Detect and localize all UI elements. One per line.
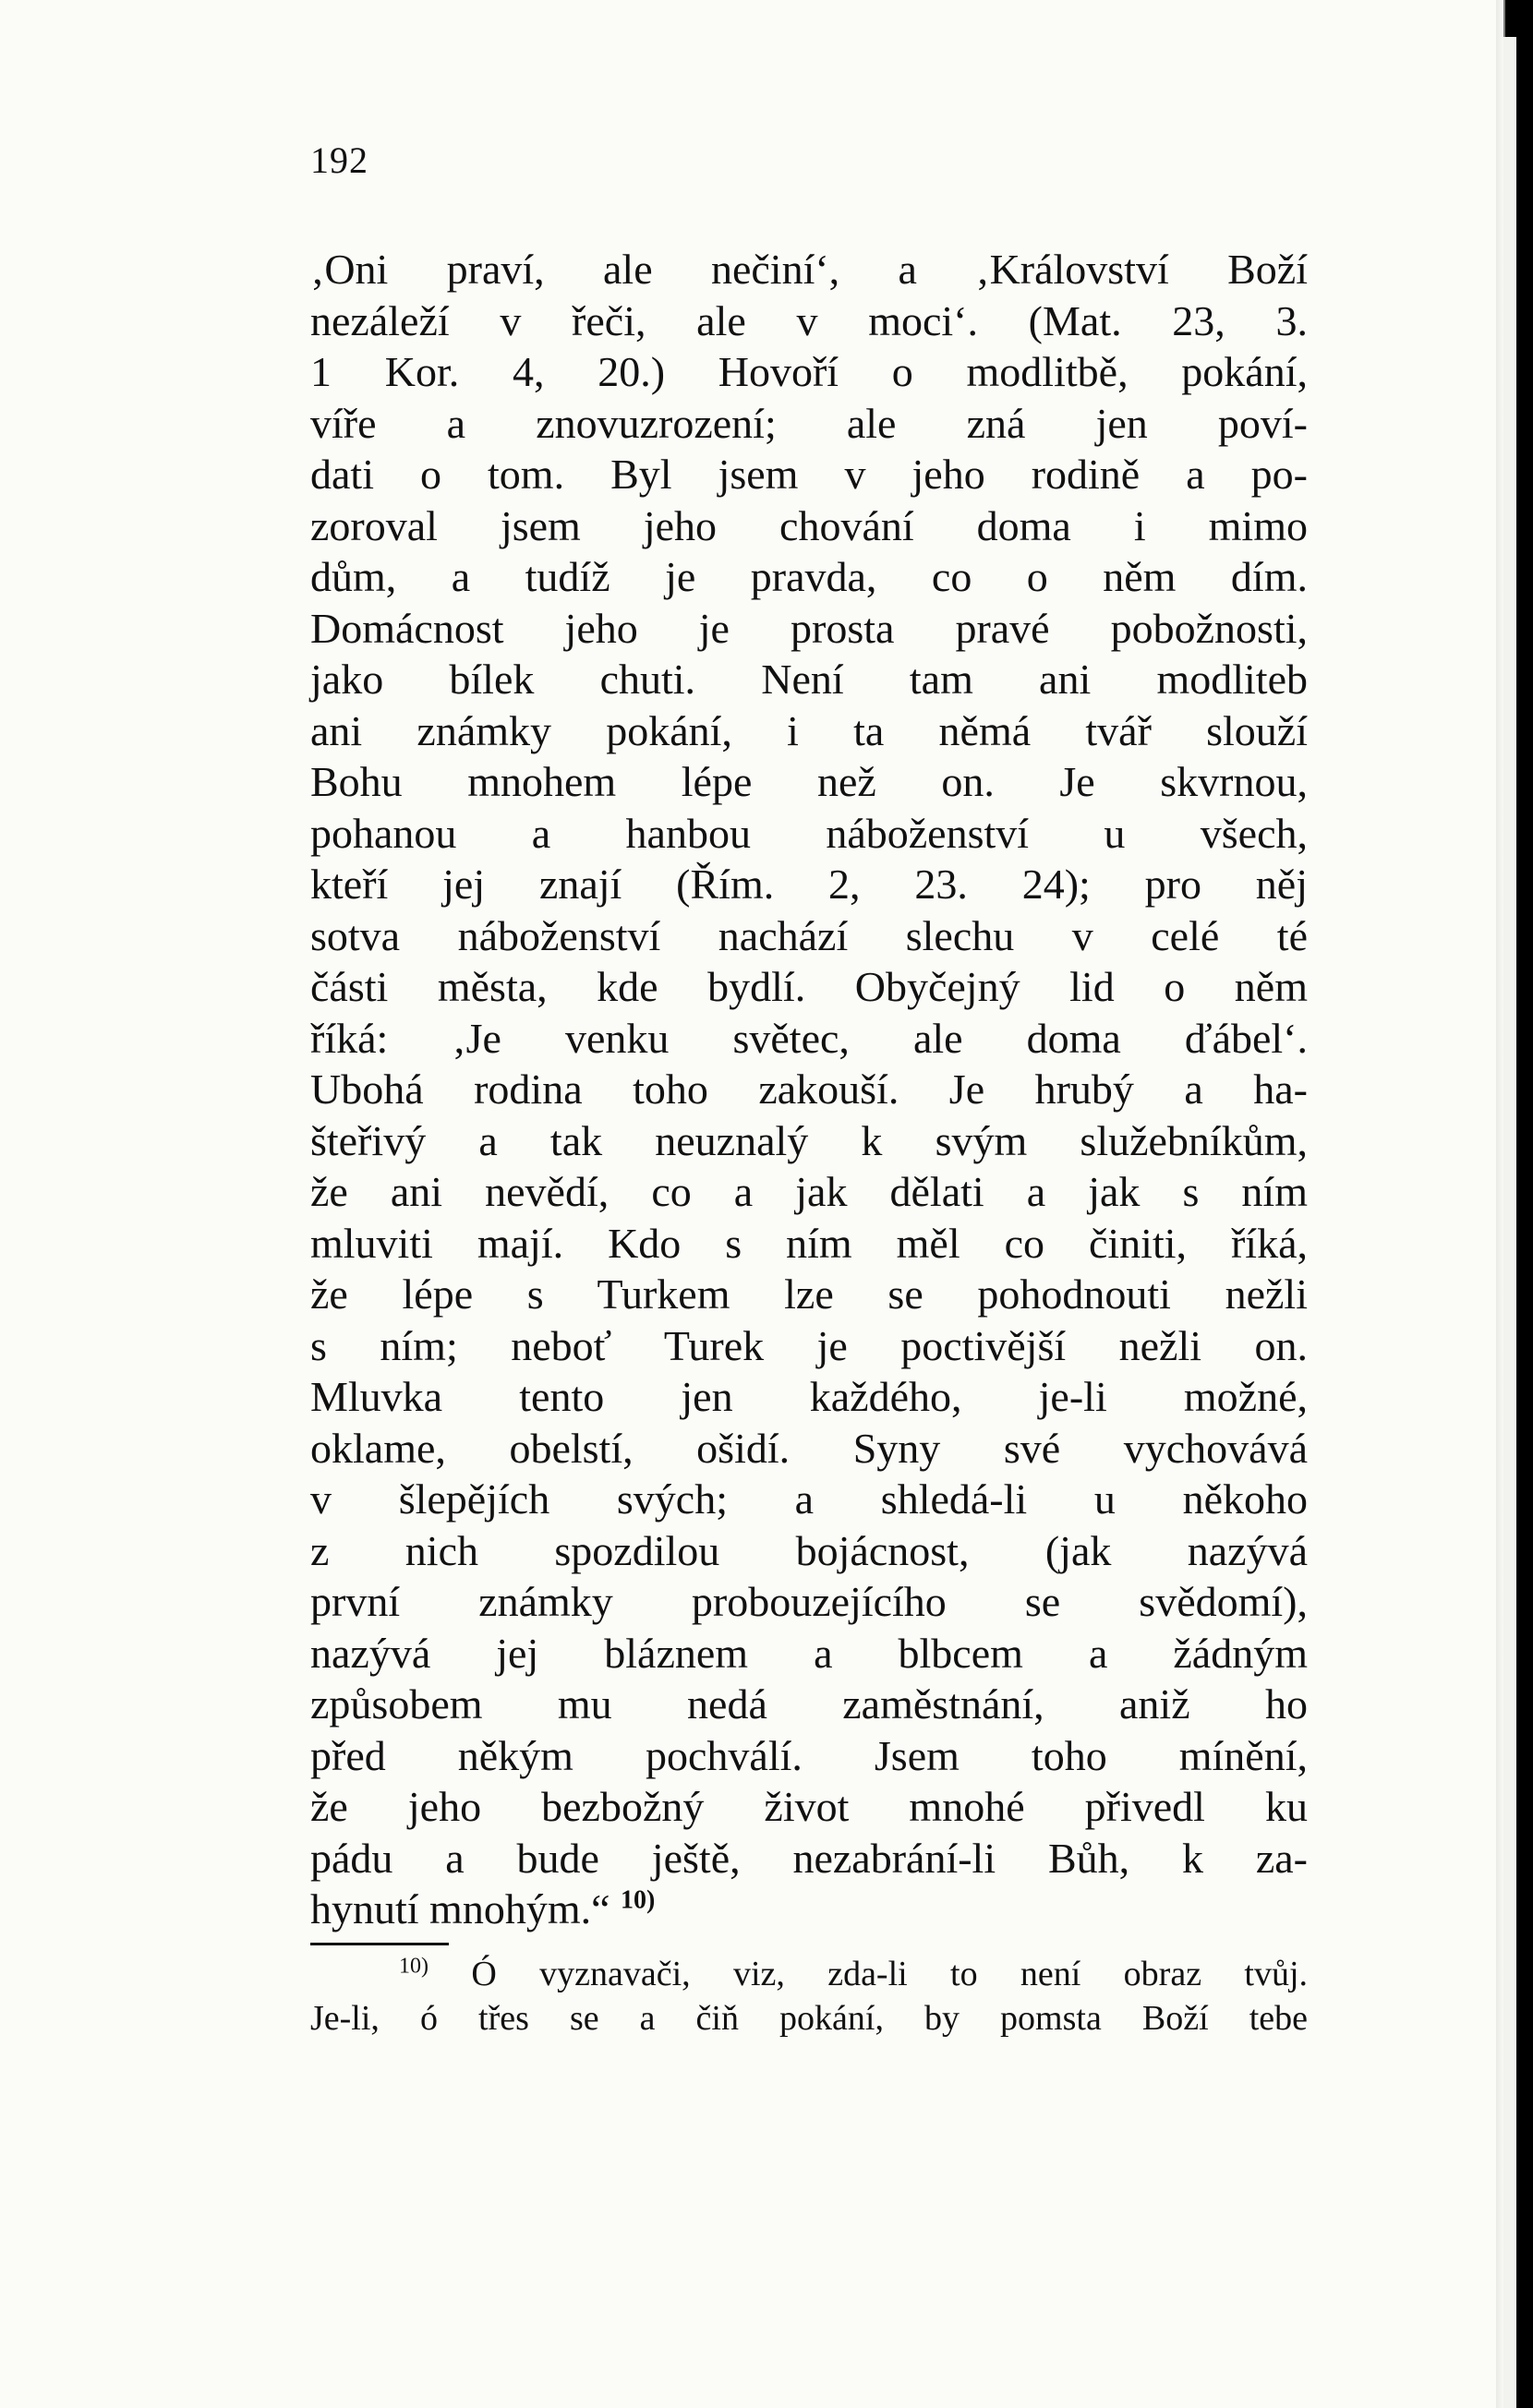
page-number: 192 (310, 139, 368, 181)
footnote-text: Ó vyznavači, viz, zda-li to není obraz tvůj. (471, 1955, 1308, 1993)
last-line-text: hynutí mnohým.“ (310, 1885, 610, 1932)
text-line: způsobem mu nedá zaměstnání, aniž ho (310, 1680, 1308, 1728)
text-line: 1 Kor. 4, 20.) Hovoří o modlitbě, pokání, (310, 348, 1308, 395)
text-line: dati o tom. Byl jsem v jeho rodině a po- (310, 451, 1308, 498)
footnote-reference[interactable]: 10) (621, 1885, 656, 1915)
text-line: části města, kde bydlí. Obyčejný lid o něm (310, 963, 1308, 1010)
text-line: pádu a bude ještě, nezabrání-li Bůh, k za- (310, 1834, 1308, 1882)
text-line: oklame, obelstí, ošidí. Syny své vychovává (310, 1424, 1308, 1472)
text-line: říká: ‚Je venku světec, ale doma ďábel‘. (310, 1014, 1308, 1062)
footnote-line: Je-li, ó třes se a čiň pokání, by pomsta Boží tebe (310, 1999, 1308, 2038)
text-line: sotva náboženství nachází slechu v celé té (310, 911, 1308, 959)
text-line: v šlepějích svých; a shledá-li u někoho (310, 1475, 1308, 1523)
text-line: že jeho bezbožný život mnohé přivedl ku (310, 1783, 1308, 1830)
footnote (310, 1952, 1308, 2041)
text-line: první známky probouzejícího se svědomí), (310, 1578, 1308, 1625)
text-line: Mluvka tento jen každého, je-li možné, (310, 1373, 1308, 1420)
footnote-marker: 10) (399, 1954, 429, 1979)
text-line: nazývá jej bláznem a blbcem a žádným (310, 1629, 1308, 1677)
footnote-line (310, 1952, 1308, 1996)
text-line: Domácnost jeho je prosta pravé pobožnosti, (310, 604, 1308, 652)
text-line: z nich spozdilou bojácnost, (jak nazývá (310, 1526, 1308, 1574)
text-line: ani známky pokání, i ta němá tvář slouží (310, 706, 1308, 754)
text-line: že lépe s Turkem lze se pohodnouti nežli (310, 1270, 1308, 1318)
next-page-edge (1503, 37, 1516, 2408)
text-line: s ním; neboť Turek je poctivější nežli on. (310, 1321, 1308, 1369)
footnote-divider (310, 1943, 449, 1945)
text-line: pohanou a hanbou náboženství u všech, (310, 809, 1308, 857)
text-line: zoroval jsem jeho chování doma i mimo (310, 501, 1308, 549)
text-line: dům, a tudíž je pravda, co o něm dím. (310, 553, 1308, 600)
text-line: Bohu mnohem lépe než on. Je skvrnou, (310, 758, 1308, 805)
text-line: jako bílek chuti. Není tam ani modliteb (310, 656, 1308, 703)
text-line: mluviti mají. Kdo s ním měl co činiti, říká, (310, 1219, 1308, 1267)
text-line: že ani nevědí, co a jak dělati a jak s ním (310, 1168, 1308, 1215)
text-line-last (310, 1884, 1308, 1935)
text-line: Ubohá rodina toho zakouší. Je hrubý a ha- (310, 1066, 1308, 1113)
text-line: víře a znovuzrození; ale zná jen poví- (310, 399, 1308, 447)
body-text (310, 244, 1308, 1935)
text-line: před někým pochválí. Jsem toho mínění, (310, 1731, 1308, 1779)
text-line: kteří jej znají (Řím. 2, 23. 24); pro něj (310, 861, 1308, 908)
text-line: šteřivý a tak neuznalý k svým služebníkům, (310, 1116, 1308, 1164)
text-line: nezáleží v řeči, ale v moci‘. (Mat. 23, 3. (310, 296, 1308, 344)
text-line: ‚Oni praví, ale nečiní‘, a ‚Království Boží (310, 246, 1308, 293)
